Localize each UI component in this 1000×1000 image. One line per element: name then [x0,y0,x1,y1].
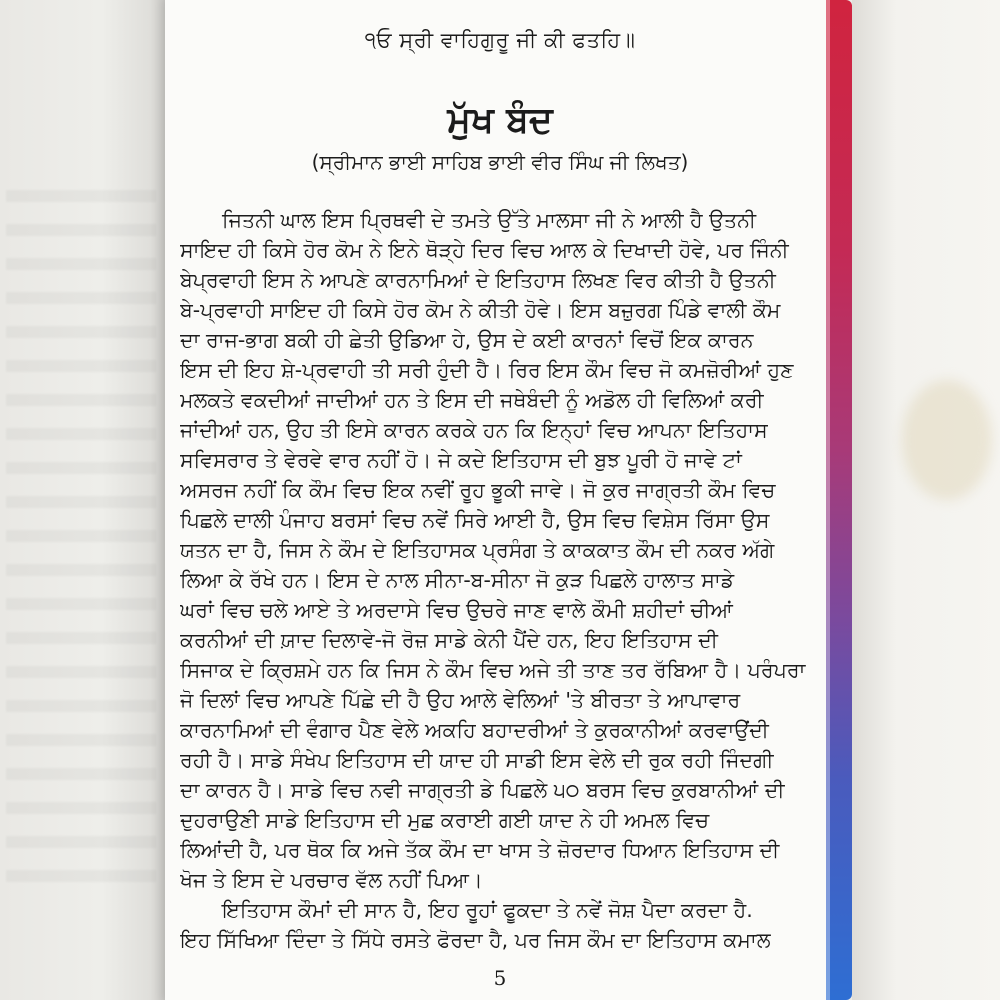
text-line: ਜਾਂਦੀਆਂ ਹਨ, ਉਹ ਤੀ ਇਸੇ ਕਾਰਨ ਕਰਕੇ ਹਨ ਕਿ ਇਨ੍ਹਾਂ ਵਿਚ ਆਪਨਾ ਇਤਿਹਾਸ [180,418,768,442]
left-page [0,0,170,1000]
surface-stain [902,380,992,500]
invocation-line: ੧ਓ ਸ੍ਰੀ ਵਾਹਿਗੁਰੂ ਜੀ ਕੀ ਫਤਹਿ॥ [364,28,636,52]
text-line: ਕਾਰਨਾਮਿਆਂ ਦੀ ਵੰਗਾਰ ਪੈਣ ਵੇਲੇ ਅਕਹਿ ਬਹਾਦਰੀਆਂ ਤੇ ਕੁਰਕਾਨੀਆਂ ਕਰਵਾਉਂਦੀ [180,718,769,742]
bleed-through-text [6,190,156,890]
text-line: ਦਾ ਰਾਜ-ਭਾਗ ਬਕੀ ਹੀ ਛੇਤੀ ਉਡਿਆ ਹੇ, ਉਸ ਦੇ ਕਈ ਕਾਰਨਾਂ ਵਿਚੋਂ ਇਕ ਕਾਰਨ [180,328,754,352]
text-line: ਪਿਛਲੇ ਦਾਲੀ ਪੰਜਾਹ ਬਰਸਾਂ ਵਿਚ ਨਵੇਂ ਸਿਰੇ ਆਈ ਹੈ, ਉਸ ਵਿਚ ਵਿਸ਼ੇਸ ਰਿੱਸਾ ਉਸ [180,508,770,532]
text-line: ਕਰਨੀਆਂ ਦੀ ਯ਼ਾਦ ਦਿਲਾਵੇ-ਜੋ ਰੋਜ਼ ਸਾਡੇ ਕੇਨੀ ਪੈਂਦੇ ਹਨ, ਇਹ ਇਤਿਹਾਸ ਦੀ [180,628,718,652]
text-line: ਸਵਿਸਰਾਰ ਤੇ ਵੇਰਵੇ ਵਾਰ ਨਹੀਂ ਹੋ। ਜੇ ਕਦੇ ਇਤਿਹਾਸ ਦੀ ਬੁਝ ਪੂਰੀ ਹੋ ਜਾਵੇ ਟਾਂ [180,448,742,472]
text-line: ਜਿਤਨੀ ਘਾਲ ਇਸ ਪ੍ਰਿਥਵੀ ਦੇ ਤਮਤੇ ਉੱਤੇ ਮਾਲਸਾ ਜੀ ਨੇ ਆਲੀ ਹੈ ਉਤਨੀ [222,208,757,232]
text-line: ਇਹ ਸਿੱਖਿਆ ਦਿੰਦਾ ਤੇ ਸਿੱਧੇ ਰਸਤੇ ਫੋਰਦਾ ਹੈ, ਪਰ ਜਿਸ ਕੌਮ ਦਾ ਇਤਿਹਾਸ ਕਮਾਲ [180,928,771,952]
text-line: ਮਲਕਤੇ ਵਕਦੀਆਂ ਜਾਦੀਆਂ ਹਨ ਤੇ ਇਸ ਦੀ ਜਥੇਬੰਦੀ ਨੂੰ ਅਡੋਲ ਹੀ ਵਿਲਿਆਂ ਕਰੀ [180,388,764,412]
background-surface [852,0,1000,1000]
text-line: ਲਿਆ ਕੇ ਰੱਖੇ ਹਨ। ਇਸ ਦੇ ਨਾਲ ਸੀਨਾ-ਬ-ਸੀਨਾ ਜੋ ਕੁੜ ਪਿਛਲੇ ਹਾਲਾਤ ਸਾਡੇ [180,568,735,592]
text-line: ਲਿਆਂਦੀ ਹੈ, ਪਰ ਥੋਕ ਕਿ ਅਜੇ ਤੱਕ ਕੌਮ ਦਾ ਖਾਸ ਤੇ ਜ਼ੋਰਦਾਰ ਧਿਆਨ ਇਤਿਹਾਸ ਦੀ [180,838,780,862]
page-number: 5 [493,966,507,990]
book-page-edges [826,0,852,1000]
text-line: ਯਤਨ ਦਾ ਹੈ, ਜਿਸ ਨੇ ਕੌਮ ਦੇ ਇਤਿਹਾਸਕ ਪ੍ਰਸੰਗ ਤੇ ਕਾਕਕਾਤ ਕੌਮ ਦੀ ਨਕਰ ਅੱਗੇ [180,538,775,562]
text-line: ਜੋ ਦਿਲਾਂ ਵਿਚ ਆਪਣੇ ਪਿੱਛੇ ਦੀ ਹੈ ਉਹ ਆਲੇ ਵੇਲਿਆਂ 'ਤੇ ਬੀਰਤਾ ਤੇ ਆਪਾਵਾਰ [180,688,741,712]
text-line: ਅਸਰਜ ਨਹੀਂ ਕਿ ਕੌਮ ਵਿਚ ਇਕ ਨਵੀਂ ਰੂਹ ਭੂਕੀ ਜਾਵੇ। ਜੋ ਕੁਰ ਜਾਗ੍ਰਤੀ ਕੌਮ ਵਿਚ [180,478,776,502]
text-line: ਸਿਜਾਕ ਦੇ ਕ੍ਰਿਸ਼ਮੇ ਹਨ ਕਿ ਜਿਸ ਨੇ ਕੌਮ ਵਿਚ ਅਜੇ ਤੀ ਤਾਣ ਤਰ ਰੱਬਿਆ ਹੈ। ਪਰੰਪਰਾ [180,658,806,682]
chapter-heading: ਮੁੱਖ ਬੰਦ [447,100,553,141]
chapter-subheading: (ਸ੍ਰੀਮਾਨ ਭਾਈ ਸਾਹਿਬ ਭਾਈ ਵੀਰ ਸਿੰਘ ਜੀ ਲਿਖਤ) [311,150,689,174]
text-line: ਬੇਪ੍ਰਵਾਹੀ ਇਸ ਨੇ ਆਪਣੇ ਕਾਰਨਾਮਿਆਂ ਦੇ ਇਤਿਹਾਸ ਲਿਖਣ ਵਿਰ ਕੀਤੀ ਹੈ ਉਤਨੀ [180,268,776,292]
text-line: ਦੁਹਰਾਉਣੀ ਸਾਡੇ ਇਤਿਹਾਸ ਦੀ ਮੁਛ ਕਰਾਈ ਗਈ ਯਾਦ ਨੇ ਹੀ ਅਮਲ ਵਿਚ [180,808,710,832]
text-line: ਰਹੀ ਹੈ। ਸਾਡੇ ਸੰਖੇਪ ਇਤਿਹਾਸ ਦੀ ਯਾਦ ਹੀ ਸਾਡੀ ਇਸ ਵੇਲੇ ਦੀ ਰੁਕ ਰਹੀ ਜਿੰਦਗੀ [180,748,774,772]
text-line: ਸਾਇਦ ਹੀ ਕਿਸੇ ਹੋਰ ਕੋਮ ਨੇ ਇਨੇ ਥੋੜ੍ਹੇ ਦਿਰ ਵਿਚ ਆਲ ਕੇ ਦਿਖਾਦੀ ਹੋਵੇ, ਪਰ ਜਿੰਨੀ [180,238,789,262]
text-line: ਇਤਿਹਾਸ ਕੌਮਾਂ ਦੀ ਸਾਨ ਹੈ, ਇਹ ਰੂਹਾਂ ਫੂਕਦਾ ਤੇ ਨਵੇਂ ਜੋਸ਼ ਪੈਦਾ ਕਰਦਾ ਹੈ. [222,898,753,922]
text-line: ਖੋਜ ਤੇ ਇਸ ਦੇ ਪਰਚਾਰ ਵੱਲ ਨਹੀਂ ਪਿਆ। [180,868,483,892]
text-line: ਇਸ ਦੀ ਇਹ ਸ਼ੇ-ਪ੍ਰਵਾਹੀ ਤੀ ਸਰੀ ਹੁੰਦੀ ਹੈ। ਰਿਰ ਇਸ ਕੌਮ ਵਿਚ ਜੋ ਕਮਜ਼ੋਰੀਆਂ ਹੁਣ [180,358,794,382]
text-line: ਦਾ ਕਾਰਨ ਹੈ। ਸਾਡੇ ਵਿਚ ਨਵੀ ਜਾਗ੍ਰਤੀ ਡੇ ਪਿਛਲੇ ੫੦ ਬਰਸ ਵਿਚ ਕੁਰਬਾਨੀਆਂ ਦੀ [180,778,785,802]
text-line: ਬੇ-ਪ੍ਰਵਾਹੀ ਸਾਇਦ ਹੀ ਕਿਸੇ ਹੋਰ ਕੋਮ ਨੇ ਕੀਤੀ ਹੋਵੇ। ਇਸ ਬਜ਼ੁਰਗ ਪਿੰਡੇ ਵਾਲੀ ਕੌਮ [180,298,781,322]
text-line: ਘਰਾਂ ਵਿਚ ਚਲੇ ਆਏ ਤੇ ਅਰਦਾਸੇ ਵਿਚ ਉਚਰੇ ਜਾਣ ਵਾਲੇ ਕੌਮੀ ਸ਼ਹੀਦਾਂ ਚੀਆਂ [180,598,733,622]
